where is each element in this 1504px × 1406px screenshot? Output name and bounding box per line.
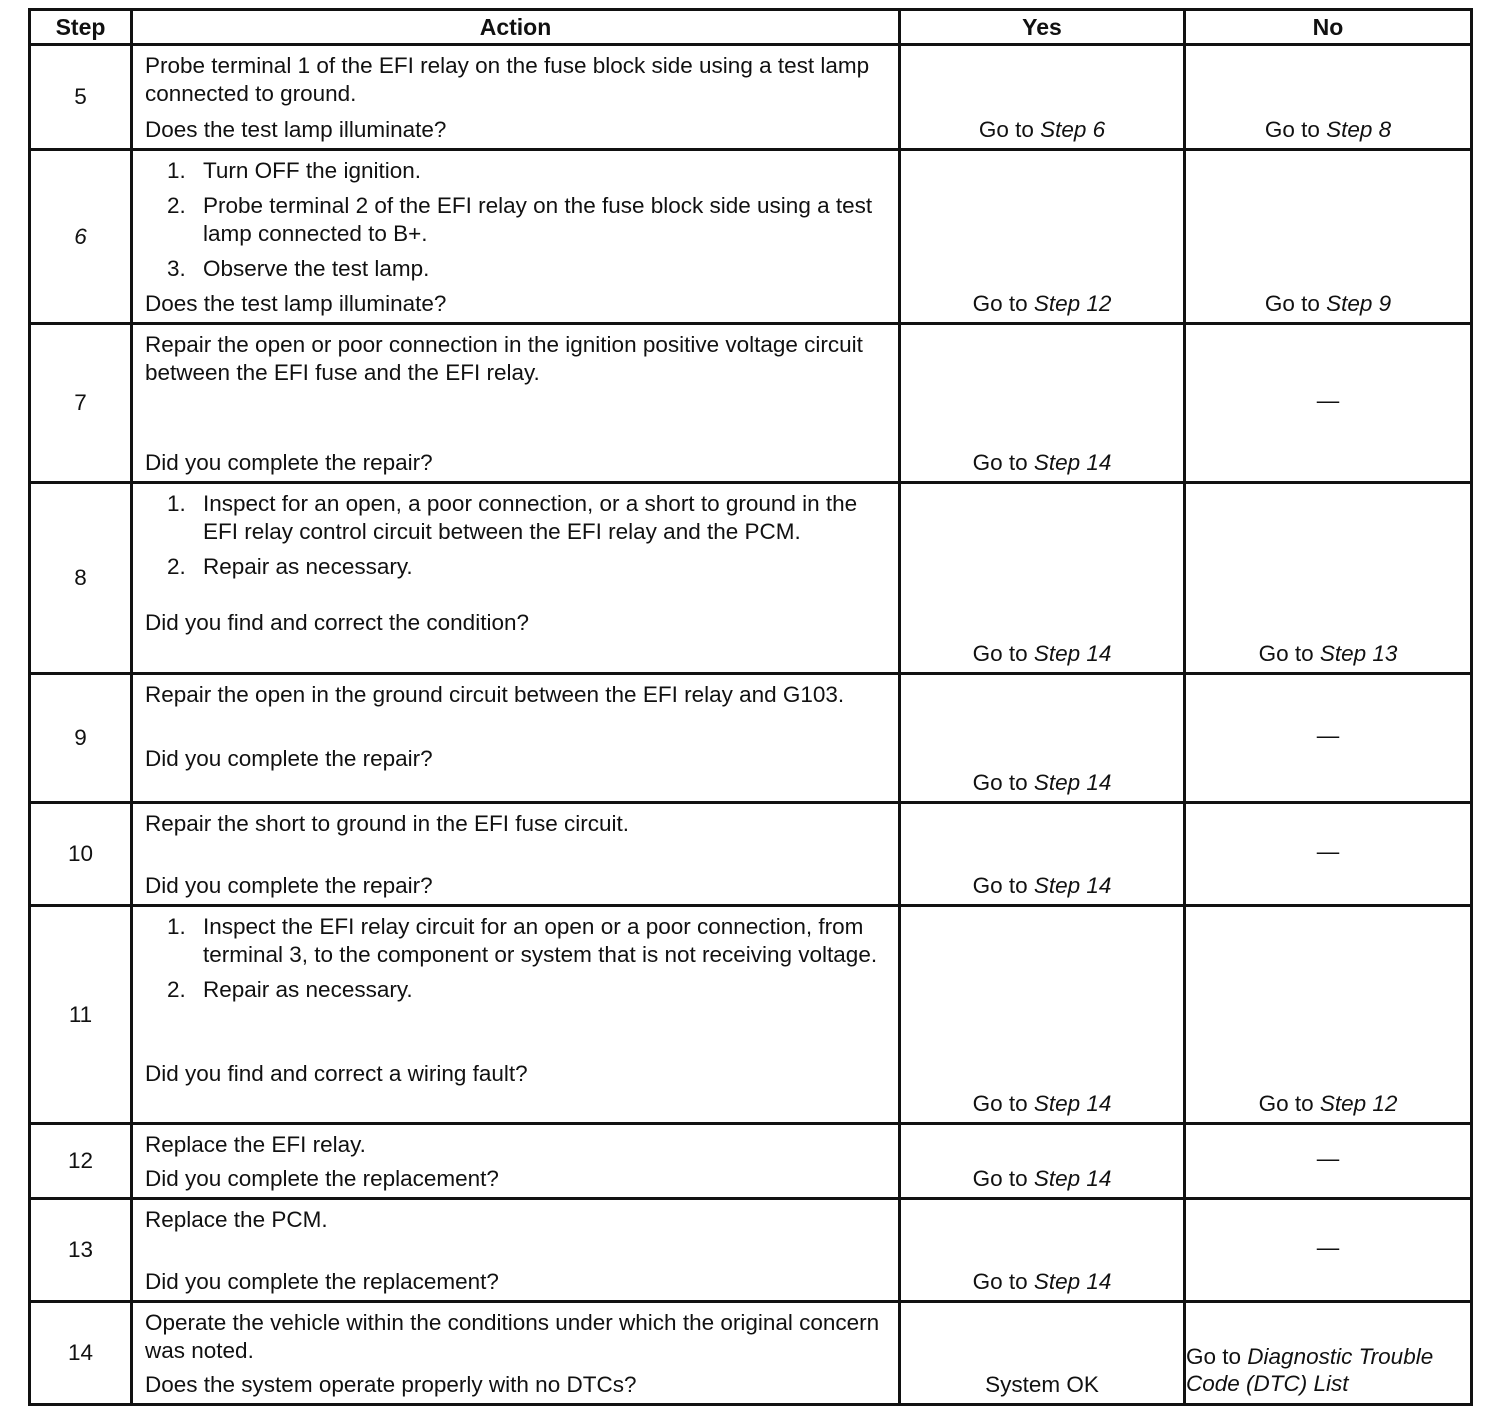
yes-cell xyxy=(900,674,1185,803)
go-to-label: Go to xyxy=(972,450,1028,475)
table-row xyxy=(30,674,1472,803)
no-cell xyxy=(1185,150,1472,324)
table-row xyxy=(30,150,1472,324)
step-link[interactable]: Step 12 xyxy=(1033,291,1112,316)
no-cell: — xyxy=(1185,674,1472,803)
go-to-label: Go to xyxy=(972,1091,1028,1116)
action-text: Repair the open in the ground circuit between the EFI relay and G103. xyxy=(145,682,845,707)
list-item xyxy=(145,490,888,546)
go-to-label: Go to xyxy=(1186,1344,1242,1369)
step-number: 6 xyxy=(30,150,132,324)
yes-cell xyxy=(900,45,1185,150)
list-text: Turn OFF the ignition. xyxy=(203,158,422,183)
action-cell xyxy=(132,803,900,906)
action-text: Repair the open or poor connection in the ignition positive voltage circuit between the EFI fuse and the EFI relay. xyxy=(145,332,863,385)
header-no: No xyxy=(1185,10,1472,45)
action-question: Did you find and correct a wiring fault? xyxy=(145,1061,528,1086)
action-question: Did you find and correct the condition? xyxy=(145,610,529,635)
go-to-label: Go to xyxy=(1258,641,1314,666)
table-row xyxy=(30,45,1472,150)
action-list xyxy=(145,490,888,581)
list-text: Inspect the EFI relay circuit for an open or a poor connection, from terminal 3, to the component or system that is not receiving voltage. xyxy=(203,914,878,967)
list-item xyxy=(145,553,888,581)
go-to-label: Go to xyxy=(972,873,1028,898)
go-to-label: Go to xyxy=(972,1166,1028,1191)
action-cell xyxy=(132,1124,900,1199)
table-row xyxy=(30,1199,1472,1302)
step-number: 7 xyxy=(30,324,132,483)
step-number: 11 xyxy=(30,906,132,1124)
action-question: Does the test lamp illuminate? xyxy=(145,117,447,142)
no-cell: — xyxy=(1185,1124,1472,1199)
yes-cell: System OK xyxy=(900,1302,1185,1405)
step-number: 10 xyxy=(30,803,132,906)
action-text: Probe terminal 1 of the EFI relay on the fuse block side using a test lamp connected to ground. xyxy=(145,53,870,106)
action-question: Did you complete the repair? xyxy=(145,873,433,898)
list-item xyxy=(145,976,888,1004)
header-action: Action xyxy=(132,10,900,45)
go-to-label: Go to xyxy=(972,291,1028,316)
step-number: 12 xyxy=(30,1124,132,1199)
list-number: 2. xyxy=(167,554,186,579)
header-step: Step xyxy=(30,10,132,45)
table-row xyxy=(30,324,1472,483)
table-row xyxy=(30,1302,1472,1405)
action-list xyxy=(145,913,888,1004)
action-list xyxy=(145,157,888,283)
step-link[interactable]: Step 14 xyxy=(1033,641,1112,666)
step-link[interactable]: Step 13 xyxy=(1319,641,1398,666)
header-yes: Yes xyxy=(900,10,1185,45)
header-row xyxy=(30,10,1472,45)
step-link[interactable]: Step 14 xyxy=(1033,873,1112,898)
list-item xyxy=(145,192,888,248)
list-item xyxy=(145,913,888,969)
list-item xyxy=(145,157,888,185)
list-number: 3. xyxy=(167,256,186,281)
step-link[interactable]: Step 14 xyxy=(1033,1269,1112,1294)
table-row xyxy=(30,906,1472,1124)
yes-cell xyxy=(900,1199,1185,1302)
yes-cell xyxy=(900,803,1185,906)
go-to-label: Go to xyxy=(1264,291,1320,316)
go-to-label: Go to xyxy=(1264,117,1320,142)
step-number: 13 xyxy=(30,1199,132,1302)
no-cell xyxy=(1185,906,1472,1124)
action-question: Did you complete the repair? xyxy=(145,450,433,475)
action-text: Replace the PCM. xyxy=(145,1207,328,1232)
list-text: Probe terminal 2 of the EFI relay on the fuse block side using a test lamp connected to B+. xyxy=(203,193,873,246)
action-question: Does the system operate properly with no DTCs? xyxy=(145,1372,637,1397)
go-to-label: Go to xyxy=(972,641,1028,666)
action-cell xyxy=(132,906,900,1124)
no-cell: — xyxy=(1185,1199,1472,1302)
no-cell xyxy=(1185,45,1472,150)
list-text: Repair as necessary. xyxy=(203,554,413,579)
list-number: 1. xyxy=(167,914,186,939)
list-number: 1. xyxy=(167,491,186,516)
table-row xyxy=(30,1124,1472,1199)
list-text: Repair as necessary. xyxy=(203,977,413,1002)
step-number: 14 xyxy=(30,1302,132,1405)
action-cell xyxy=(132,324,900,483)
yes-cell xyxy=(900,906,1185,1124)
step-link[interactable]: Step 14 xyxy=(1033,1166,1112,1191)
list-item xyxy=(145,255,888,283)
yes-cell xyxy=(900,483,1185,674)
step-link[interactable]: Step 8 xyxy=(1326,117,1392,142)
action-question: Did you complete the replacement? xyxy=(145,1166,499,1191)
step-link[interactable]: Step 14 xyxy=(1033,770,1112,795)
table-row xyxy=(30,483,1472,674)
list-number: 2. xyxy=(167,193,186,218)
list-number: 2. xyxy=(167,977,186,1002)
action-cell xyxy=(132,1199,900,1302)
list-text: Observe the test lamp. xyxy=(203,256,430,281)
action-text: Repair the short to ground in the EFI fuse circuit. xyxy=(145,811,629,836)
no-cell xyxy=(1185,483,1472,674)
action-question: Did you complete the replacement? xyxy=(145,1269,499,1294)
action-text: Replace the EFI relay. xyxy=(145,1132,366,1157)
step-link[interactable]: Step 12 xyxy=(1319,1091,1398,1116)
action-cell xyxy=(132,1302,900,1405)
list-number: 1. xyxy=(167,158,186,183)
list-text: Inspect for an open, a poor connection, or a short to ground in the EFI relay control circuit between the EFI relay and the PCM. xyxy=(203,491,858,544)
step-link[interactable]: Step 14 xyxy=(1033,450,1112,475)
step-number: 9 xyxy=(30,674,132,803)
step-link[interactable]: Step 6 xyxy=(1040,117,1106,142)
action-cell xyxy=(132,483,900,674)
go-to-label: Go to xyxy=(978,117,1034,142)
no-cell xyxy=(1185,1302,1472,1405)
step-link[interactable]: Step 14 xyxy=(1033,1091,1112,1116)
action-question: Does the test lamp illuminate? xyxy=(145,291,447,316)
go-to-label: Go to xyxy=(972,1269,1028,1294)
yes-cell xyxy=(900,324,1185,483)
action-cell xyxy=(132,674,900,803)
go-to-label: Go to xyxy=(972,770,1028,795)
go-to-label: Go to xyxy=(1258,1091,1314,1116)
no-cell: — xyxy=(1185,324,1472,483)
step-number: 8 xyxy=(30,483,132,674)
action-question: Did you complete the repair? xyxy=(145,746,433,771)
action-text: Operate the vehicle within the conditions under which the original concern was noted. xyxy=(145,1310,880,1363)
no-cell: — xyxy=(1185,803,1472,906)
action-cell xyxy=(132,45,900,150)
yes-cell xyxy=(900,1124,1185,1199)
diagnostic-table xyxy=(28,8,1473,1406)
step-link[interactable]: Step 9 xyxy=(1326,291,1392,316)
step-number: 5 xyxy=(30,45,132,150)
table-row xyxy=(30,803,1472,906)
yes-cell xyxy=(900,150,1185,324)
dtc-list-link[interactable]: Diagnostic Trouble Code (DTC) List xyxy=(1186,1344,1434,1396)
action-cell xyxy=(132,150,900,324)
